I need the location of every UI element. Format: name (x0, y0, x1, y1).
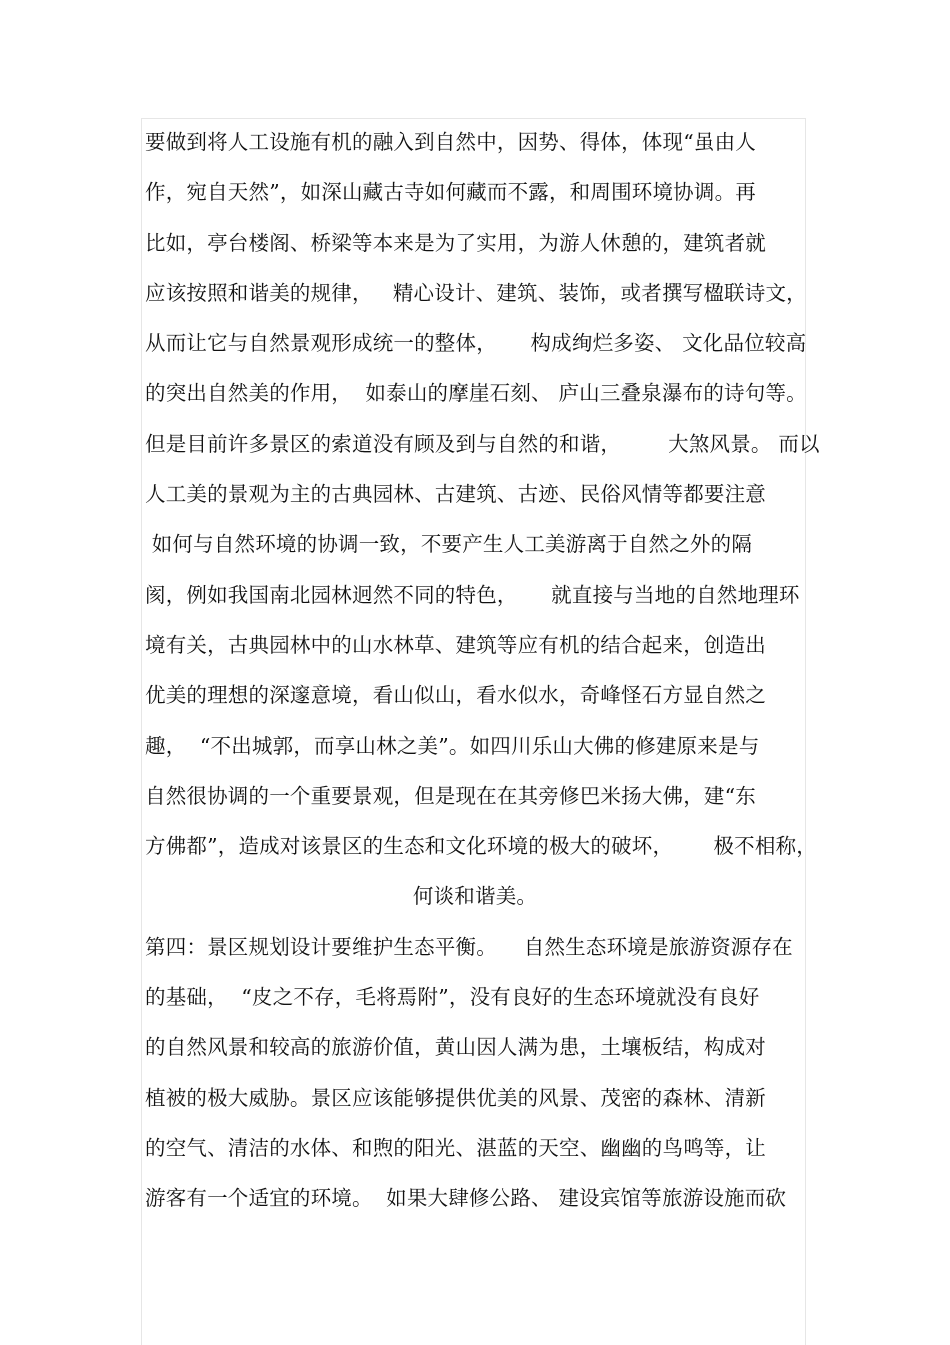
text-line: 游客有一个适宜的环境。 如果大肆修公路、 建设宾馆等旅游设施而砍 (145, 1186, 787, 1211)
text-line: 阂，例如我国南北园林迥然不同的特色， 就直接与当地的自然地理环 (145, 582, 800, 607)
text-line: 的突出自然美的作用， 如泰山的摩崖石刻、 庐山三叠泉瀑布的诗句等。 (145, 381, 807, 406)
text-line: 趣， “不出城郭，而享山林之美”。如四川乐山大佛的修建原来是与 (145, 733, 760, 758)
document-body (145, 127, 820, 1234)
text-line: 但是目前许多景区的索道没有顾及到与自然的和谐， 大煞风景。 而以 (145, 431, 820, 456)
text-line: 作，宛自天然”，如深山藏古寺如何藏而不露，和周围环境协调。再 (145, 180, 756, 205)
text-line: 的自然风景和较高的旅游价值，黄山因人满为患，土壤板结，构成对 (145, 1035, 766, 1060)
text-line: 比如，亭台楼阁、桥梁等本来是为了实用，为游人休憩的，建筑者就 (145, 230, 766, 255)
text-line: 的空气、清洁的水体、和煦的阳光、湛蓝的天空、幽幽的鸟鸣等，让 (145, 1135, 766, 1160)
text-line: 自然很协调的一个重要景观，但是现在在其旁修巴米扬大佛，建“东 (145, 783, 756, 808)
text-line: 的基础， “皮之不存，毛将焉附”，没有良好的生态环境就没有良好 (145, 985, 760, 1010)
text-line-centered: 何谈和谐美。 (412, 884, 538, 909)
text-line: 如何与自然环境的协调一致，不要产生人工美游离于自然之外的隔 (145, 532, 753, 557)
text-line: 优美的理想的深邃意境，看山似山，看水似水，奇峰怪石方显自然之 (145, 683, 766, 708)
text-line: 方佛都”，造成对该景区的生态和文化环境的极大的破坏， 极不相称， (145, 834, 817, 859)
text-line: 植被的极大威胁。景区应该能够提供优美的风景、茂密的森林、清新 (145, 1085, 766, 1110)
text-line: 境有关，古典园林中的山水林草、建筑等应有机的结合起来，创造出 (145, 632, 766, 657)
text-line: 从而让它与自然景观形成统一的整体， 构成绚烂多姿、 文化品位较高 (145, 331, 807, 356)
text-line: 应该按照和谐美的规律， 精心设计、建筑、装饰，或者撰写楹联诗文， (145, 280, 807, 305)
section-heading-line: 第四：景区规划设计要维护生态平衡。 自然生态环境是旅游资源存在 (145, 934, 793, 959)
text-line: 要做到将人工设施有机的融入到自然中，因势、得体，体现“虽由人 (145, 130, 756, 154)
text-line: 人工美的景观为主的古典园林、古建筑、古迹、民俗风情等都要注意 (145, 482, 766, 507)
